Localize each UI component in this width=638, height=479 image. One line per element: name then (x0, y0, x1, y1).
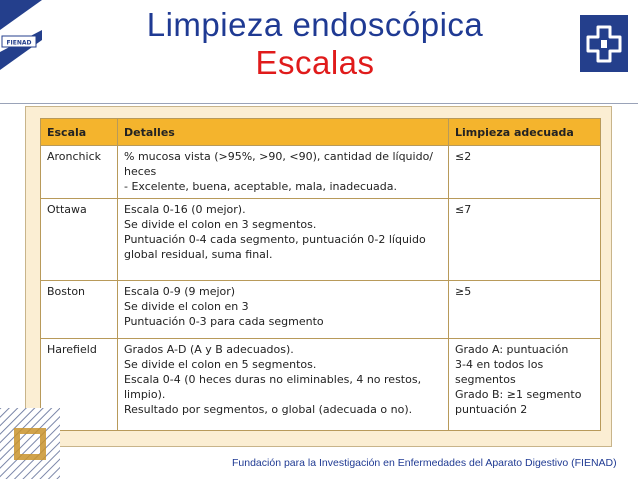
cross-logo-icon (580, 15, 628, 72)
fienad-logo (0, 0, 42, 70)
scales-table (40, 118, 601, 431)
scale-adequate: ≥5 (449, 281, 601, 339)
scale-details: Escala 0-16 (0 mejor). Se divide el colon en 3 segmentos. Puntuación 0-4 cada segmento, puntuación 0-2 líquido global residual, suma final. (118, 199, 449, 281)
table-header-row (41, 119, 601, 146)
footer-credit: Fundación para la Investigación en Enfermedades del Aparato Digestivo (FIENAD) (232, 457, 617, 469)
scale-details: Escala 0-9 (9 mejor) Se divide el colon en 3 Puntuación 0-3 para cada segmento (118, 281, 449, 339)
scale-details: % mucosa vista (>95%, >90, <90), cantidad de líquido/ heces - Excelente, buena, aceptable, mala, inadecuada. (118, 146, 449, 199)
decorative-pattern-icon (0, 408, 60, 479)
scale-adequate: Grado A: puntuación 3-4 en todos los segmentos Grado B: ≥1 segmento puntuación 2 (449, 339, 601, 431)
table-row (41, 281, 601, 339)
title-block (80, 6, 550, 82)
svg-text:FIENAD: FIENAD (6, 39, 32, 47)
scales-table-frame (25, 106, 612, 447)
scale-adequate: ≤7 (449, 199, 601, 281)
scale-name: Boston (41, 281, 118, 339)
page-subtitle: Escalas (255, 44, 375, 81)
table-row (41, 146, 601, 199)
scale-details: Grados A-D (A y B adecuados). Se divide el colon en 5 segmentos. Escala 0-4 (0 heces duras no eliminables, 4 no restos, limpio). Resultado por segmentos, o global (adecuada o no). (118, 339, 449, 431)
table-row (41, 339, 601, 431)
scale-name: Harefield (41, 339, 118, 431)
header-scale: Escala (41, 119, 118, 146)
scale-name: Ottawa (41, 199, 118, 281)
scale-name: Aronchick (41, 146, 118, 199)
header-divider (0, 103, 638, 104)
scale-adequate: ≤2 (449, 146, 601, 199)
table-row (41, 199, 601, 281)
page-title: Limpieza endoscópica (146, 6, 484, 43)
header-adequate: Limpieza adecuada (449, 119, 601, 146)
header-details: Detalles (118, 119, 449, 146)
